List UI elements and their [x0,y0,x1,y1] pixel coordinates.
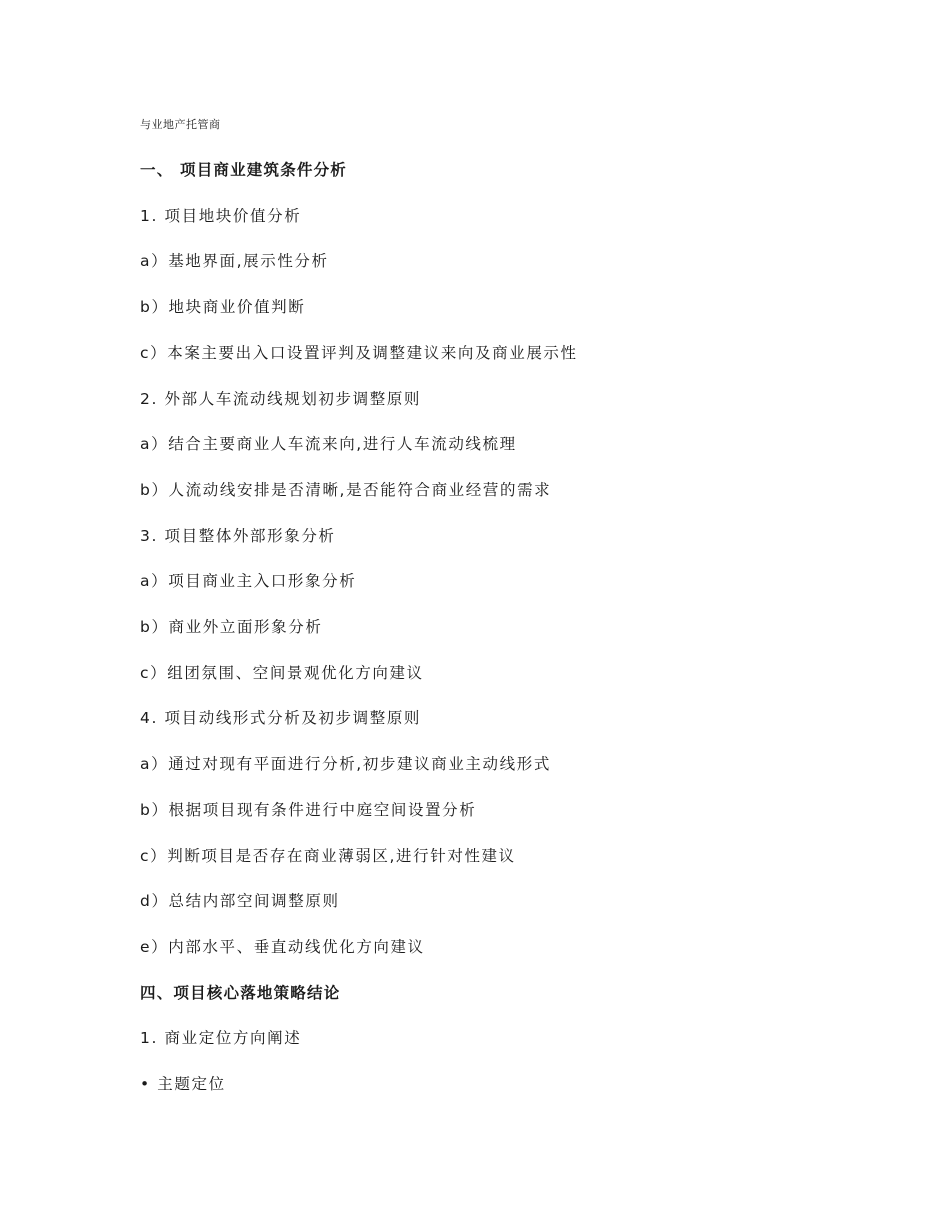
document-line: a）基地界面,展示性分析 [140,252,329,271]
document-line: b）人流动线安排是否清晰,是否能符合商业经营的需求 [140,480,552,499]
document-line: c）判断项目是否存在商业薄弱区,进行针对性建议 [140,846,516,865]
document-line: a）项目商业主入口形象分析 [140,572,357,591]
document-line: 3. 项目整体外部形象分析 [140,526,336,545]
section-heading: 一、 项目商业建筑条件分析 [140,161,347,179]
document-line: • 主题定位 [140,1075,226,1093]
document-line: 4. 项目动线形式分析及初步调整原则 [140,709,422,728]
document-line: b）商业外立面形象分析 [140,618,323,636]
document-line: 1. 项目地块价值分析 [140,206,302,225]
document-line: c）组团氛围、空间景观优化方向建议 [140,663,424,682]
document-line: a）通过对现有平面进行分析,初步建议商业主动线形式 [140,755,551,774]
document-line: c）本案主要出入口设置评判及调整建议来向及商业展示性 [140,343,578,362]
document-line: d）总结内部空间调整原则 [140,892,340,911]
page-header: 与业地产托管商 [140,118,221,131]
document-line: e）内部水平、垂直动线优化方向建议 [140,937,425,956]
document-line: 1. 商业定位方向阐述 [140,1029,302,1048]
document-line: b）地块商业价值判断 [140,298,306,317]
document-line: b）根据项目现有条件进行中庭空间设置分析 [140,800,477,819]
section-heading: 四、项目核心落地策略结论 [140,983,341,1002]
document-line: 2. 外部人车流动线规划初步调整原则 [140,389,422,408]
document-line: a）结合主要商业人车流来向,进行人车流动线梳理 [140,435,517,454]
